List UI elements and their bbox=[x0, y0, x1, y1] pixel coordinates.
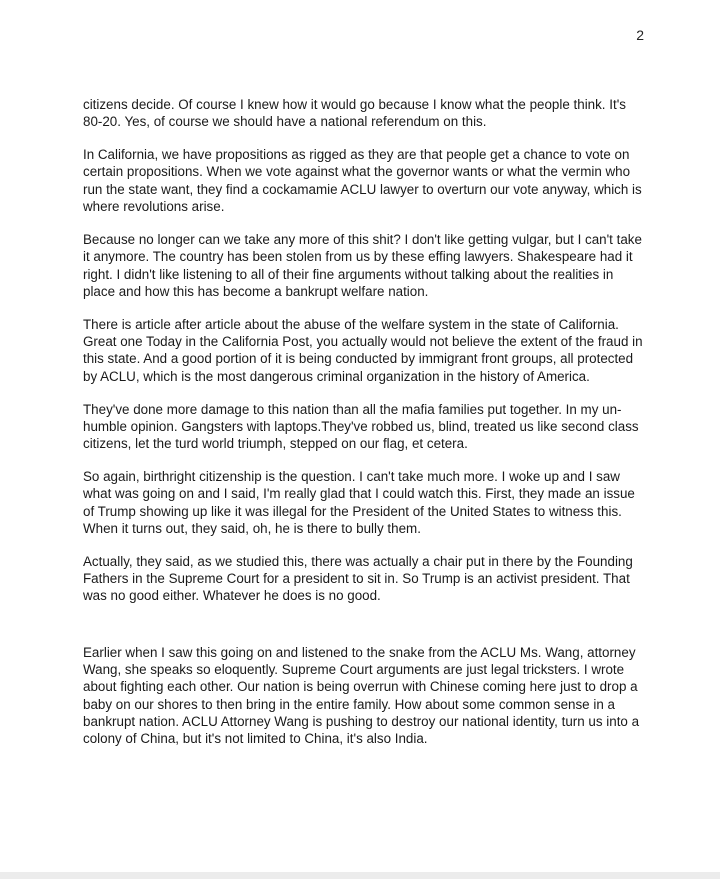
paragraph: There is article after article about the abuse of the welfare system in the state of California. Great one Today in the California Post, you actually would not believe the extent of the fraud in this state. And a good portion of it is being conducted by immigrant front groups, all protected by ACLU, which is the most dangerous criminal organization in the history of America. bbox=[83, 316, 643, 384]
page-number: 2 bbox=[636, 27, 644, 43]
paragraph: Because no longer can we take any more of this shit? I don't like getting vulgar, but I can't take it anymore. The country has been stolen from us by these effing lawyers. Shakespeare had it right. I didn't like listening to all of their fine arguments without talking about the realities in place and how this has become a bankrupt welfare nation. bbox=[83, 231, 642, 299]
paragraph: They've done more damage to this nation than all the mafia families put together. In my un-humble opinion. Gangsters with laptops.They've robbed us, blind, treated us like second class citizens, let the turd world triumph, stepped on our flag, et cetera. bbox=[83, 401, 639, 452]
paragraph: Earlier when I saw this going on and listened to the snake from the ACLU Ms. Wang, attorney Wang, she speaks so eloquently. Supreme Court arguments are just legal tricksters. I wrote about fighting each other. Our nation is being overrun with Chinese coming here just to drop a baby on our shores to then bring in the entire family. How about some common sense in a bankrupt nation. ACLU Attorney Wang is pushing to destroy our national identity, turn us into a colony of China, but it's not limited to China, it's also India. bbox=[83, 644, 640, 747]
paragraph: Actually, they said, as we studied this, there was actually a chair put in there by the Founding Fathers in the Supreme Court for a president to sit in. So Trump is an activist president. That was no good either. Whatever he does is no good. bbox=[83, 553, 633, 604]
paragraph: citizens decide. Of course I knew how it would go because I know what the people think. It's 80-20. Yes, of course we should have a national referendum on this. bbox=[83, 97, 626, 130]
paragraph: In California, we have propositions as rigged as they are that people get a chance to vote on certain propositions. When we vote against what the governor wants or what the vermin who run the state want, they find a cockamamie ACLU lawyer to overturn our vote anyway, which is where revolutions arise. bbox=[83, 147, 642, 215]
document-body bbox=[83, 96, 645, 763]
paragraph: So again, birthright citizenship is the question. I can't take much more. I woke up and I saw what was going on and I said, I'm really glad that I could watch this. First, they made an issue of Trump showing up like it was illegal for the President of the United States to witness this. When it turns out, they said, oh, he is there to bully them. bbox=[83, 469, 635, 536]
page-gap bbox=[0, 872, 720, 879]
